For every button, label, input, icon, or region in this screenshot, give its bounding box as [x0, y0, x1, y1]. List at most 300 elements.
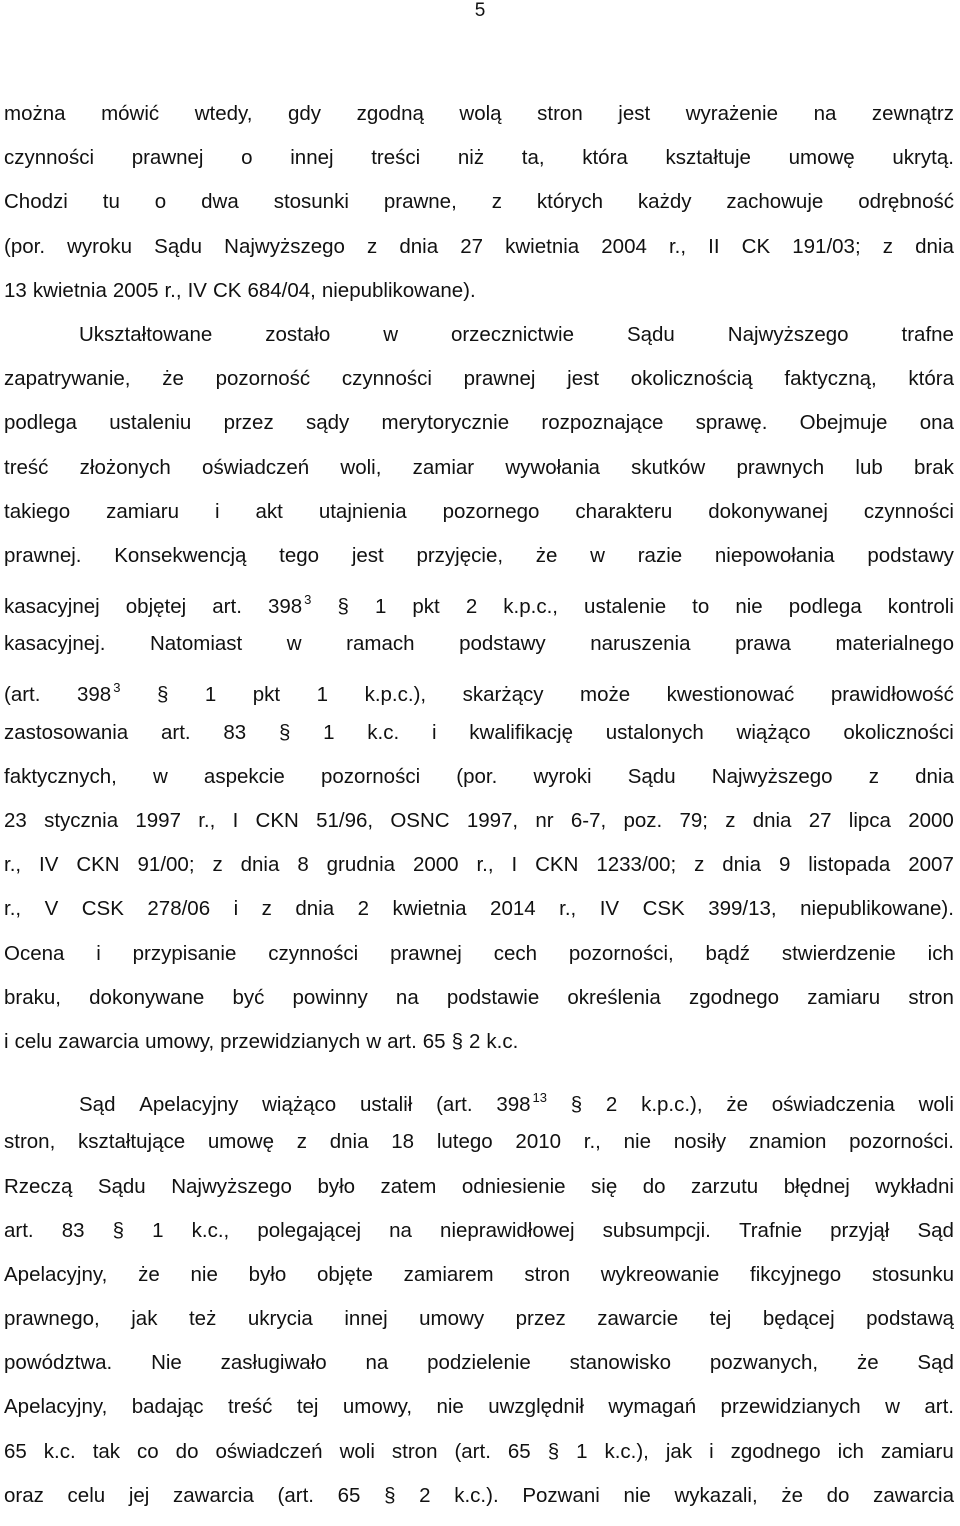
word: umowy, [145, 1029, 215, 1053]
word: ustalenie [584, 595, 667, 619]
word: Nie [151, 1351, 182, 1375]
word: i [709, 1439, 714, 1463]
word: II [708, 234, 720, 258]
word: nie [190, 1262, 218, 1286]
word: kwalifikację [469, 720, 573, 744]
word: może [580, 683, 631, 707]
word: 2 [419, 1483, 431, 1507]
word: naruszenia [590, 632, 691, 656]
word: i [96, 941, 101, 965]
word: brak [913, 455, 954, 479]
word: w [590, 543, 605, 567]
word: stron, [4, 1130, 56, 1154]
word: 1 [152, 1218, 164, 1242]
word: można [4, 102, 66, 125]
text-line [4, 269, 954, 313]
word: IV [39, 853, 59, 877]
word: do [175, 1439, 199, 1463]
word: Najwyższego [727, 322, 849, 346]
word: jak [665, 1439, 693, 1463]
word: 83 [223, 720, 247, 744]
word: 2 [468, 1029, 481, 1053]
text-line [4, 1165, 954, 1209]
word: z [868, 764, 879, 788]
word: rozpoznające [541, 411, 664, 435]
word: polegającej [257, 1218, 362, 1242]
word: z [694, 853, 705, 877]
word: r., [4, 853, 22, 877]
word: w [152, 764, 168, 788]
word: prawnej [131, 146, 204, 170]
word: IV [187, 278, 207, 302]
word: 398 $^{13}$ [496, 1090, 547, 1117]
word: zasługiwało [220, 1351, 327, 1375]
word: cech [493, 941, 538, 965]
word: i [214, 499, 220, 523]
word: wolą [459, 102, 502, 125]
word: zachowuje [726, 190, 824, 214]
word: z [296, 1130, 307, 1154]
word: odniesienie [461, 1174, 566, 1198]
word: pozorności [321, 764, 421, 788]
word: Sądu [627, 764, 676, 788]
word: kształtuje [665, 146, 751, 170]
word: niepublikowane). [321, 278, 476, 302]
word: Trafnie [738, 1218, 802, 1242]
word: dokonywane [89, 985, 205, 1009]
word: przez [223, 411, 274, 435]
word: 65 [507, 1439, 531, 1463]
word: k.c. [43, 1439, 76, 1463]
word: § [156, 683, 169, 707]
word: 27 [808, 809, 832, 832]
word: 1 [204, 683, 217, 707]
word: też [188, 1307, 217, 1331]
word: bądź [705, 941, 751, 965]
word: że [781, 1483, 803, 1507]
word: przyjęcie, [416, 543, 504, 567]
word: IV [599, 897, 620, 921]
word: na [389, 1218, 412, 1242]
word: dokonywanej [708, 499, 828, 523]
word: (por. [456, 764, 498, 788]
word: podstawy [867, 543, 954, 567]
word: ustalił [359, 1093, 413, 1117]
word: wiążąco [262, 1093, 337, 1117]
word: 2 [357, 897, 370, 921]
word: dnia [915, 764, 954, 788]
word: celu [14, 1029, 53, 1053]
word: Najwyższego [224, 234, 345, 258]
word: Sądu [626, 322, 675, 346]
page-number: 5 [474, 0, 486, 21]
word: na [813, 102, 837, 125]
word: § [547, 1439, 560, 1463]
word: mówić [101, 102, 160, 125]
word: z [212, 853, 223, 877]
word: § [337, 595, 349, 619]
word: 398 $^3$ [267, 592, 312, 619]
word: art. [160, 720, 191, 744]
word: na [395, 985, 419, 1009]
word: podzielenie [427, 1351, 531, 1375]
word: wyroku [67, 234, 133, 258]
word: powództwa. [4, 1351, 113, 1375]
word: k.c.), [604, 1439, 649, 1463]
text-line [4, 180, 954, 224]
word: że [162, 367, 184, 391]
word: w [366, 1029, 382, 1053]
text-line [4, 490, 954, 534]
word: o [241, 146, 253, 170]
word: wykreowanie [600, 1262, 720, 1286]
word: charakteru [575, 499, 673, 523]
word: 278/06 [147, 897, 211, 921]
word: nie [735, 595, 763, 619]
word: prawne, [383, 190, 457, 214]
word: lipca [848, 809, 891, 832]
word: zamiarem [403, 1262, 494, 1286]
word: oświadczenia [771, 1093, 895, 1117]
word: przez [515, 1307, 566, 1331]
word: 2 [605, 1093, 618, 1117]
word: 83 [61, 1218, 85, 1242]
text-line [4, 1341, 954, 1385]
word: k.p.c.), [364, 683, 427, 707]
text-line [4, 755, 954, 799]
text-line [4, 534, 954, 578]
word: dnia [915, 234, 954, 258]
word: utajnienia [318, 499, 407, 523]
word: umowę [788, 146, 855, 170]
word: I [511, 853, 518, 877]
word: nie [623, 1130, 651, 1154]
word: nosiły [673, 1130, 727, 1154]
word: zawarcia [58, 1029, 140, 1053]
word: ukrycia [247, 1307, 313, 1331]
word: r., [583, 1130, 601, 1154]
word: podlega [788, 595, 862, 619]
word: to [692, 595, 710, 619]
word: woli [339, 1439, 375, 1463]
word: Pozwani [522, 1483, 600, 1507]
text-line [4, 446, 954, 490]
word: w [286, 632, 302, 656]
word: prawnych [736, 455, 825, 479]
text-line [4, 313, 954, 357]
word: (art. [277, 1483, 314, 1507]
word: poz. [623, 809, 663, 832]
word: zamiaru [106, 499, 179, 523]
word: nie [623, 1483, 651, 1507]
word: ta, [521, 146, 545, 170]
word: r., [164, 278, 182, 302]
word: 23 [4, 809, 27, 832]
word: art. [924, 1395, 954, 1419]
word: 2 [465, 595, 478, 619]
word: trafne [901, 322, 954, 346]
word: ich [837, 1439, 864, 1463]
word: których [536, 190, 603, 214]
word: 399/13, [708, 897, 777, 921]
word: ona [919, 411, 954, 435]
word: pozornego [442, 499, 540, 523]
text-line [4, 1297, 954, 1341]
word: oświadczeń [215, 1439, 323, 1463]
word: Sąd [917, 1351, 954, 1375]
word: z [261, 897, 272, 921]
text-line [4, 887, 954, 931]
word: stwierdzenie [781, 941, 896, 965]
word: przewidzianych [720, 1395, 861, 1419]
word: wyroki [533, 764, 592, 788]
word: zarzutu [690, 1174, 759, 1198]
word: skarżący [462, 683, 544, 707]
word: nr [535, 809, 554, 832]
word: woli [918, 1093, 954, 1117]
superscript: 3 [113, 680, 121, 696]
word: 91/00; [137, 853, 195, 877]
word: innej [344, 1307, 388, 1331]
word: określenia [567, 985, 661, 1009]
word: 191/03; [792, 234, 861, 258]
word: k.p.c., [503, 595, 558, 619]
word: błędnej [783, 1174, 850, 1198]
word: k.c., [191, 1218, 230, 1242]
word: sprawę. [695, 411, 768, 435]
text-line [4, 932, 954, 976]
word: dnia [295, 897, 335, 921]
word: orzecznictwie [450, 322, 574, 346]
word: stron [908, 985, 954, 1009]
word: przypisanie [132, 941, 237, 965]
word: zawarcia [172, 1483, 254, 1507]
word: 2004 [601, 234, 647, 258]
word: 398 $^3$ [76, 680, 121, 707]
word: okolicznością [630, 367, 753, 391]
word: ustaleniu [109, 411, 192, 435]
word: kształtujące [78, 1130, 186, 1154]
word: pozorność [215, 367, 311, 391]
word: tej [296, 1395, 319, 1419]
text-line [4, 1076, 954, 1120]
word: zawarcia [873, 1483, 954, 1507]
word: wiążąco [736, 720, 811, 744]
word: § [451, 1029, 463, 1053]
word: zamiaru [807, 985, 881, 1009]
word: 65 [337, 1483, 361, 1507]
word: z [491, 190, 502, 214]
word: pozorności, [568, 941, 674, 965]
superscript: 3 [304, 592, 312, 608]
word: takiego [4, 499, 71, 523]
text-line [4, 578, 954, 622]
word: niepublikowane). [800, 897, 954, 921]
word: faktyczną, [784, 367, 877, 391]
word: zamiaru [880, 1439, 954, 1463]
word: r., [198, 809, 216, 832]
word: niepowołania [714, 543, 835, 567]
word: kontroli [887, 595, 954, 619]
text-line [4, 843, 954, 887]
word: do [826, 1483, 850, 1507]
word: k.p.c.), [641, 1093, 703, 1117]
word: r., [4, 897, 22, 921]
word: aspekcie [203, 764, 285, 788]
word: (art. [436, 1093, 473, 1117]
word: grudnia [326, 853, 396, 877]
word: stosunku [871, 1262, 954, 1286]
word: jest [351, 543, 384, 567]
word: niż [457, 146, 485, 170]
paragraph-1 [4, 92, 954, 313]
word: i [431, 720, 437, 744]
text-line [4, 799, 954, 843]
word: wymagań [608, 1395, 697, 1419]
text-line [4, 1385, 954, 1429]
word: skutków [631, 455, 706, 479]
word: art. [387, 1029, 417, 1053]
word: 2000 [412, 853, 459, 877]
word: kwietnia [392, 897, 467, 921]
word: § [570, 1093, 583, 1117]
word: § [384, 1483, 396, 1507]
word: (art. [4, 683, 41, 707]
word: czynności [863, 499, 954, 523]
word: i [233, 897, 239, 921]
word: tu [102, 190, 120, 214]
document-body [4, 92, 954, 1518]
word: 2007 [908, 853, 954, 877]
word: Obejmuje [799, 411, 888, 435]
word: i [4, 1029, 9, 1053]
word: każdy [637, 190, 692, 214]
word: Sądu [97, 1174, 146, 1198]
word: że [138, 1262, 160, 1286]
word: faktycznych, [4, 764, 117, 788]
word: merytorycznie [381, 411, 510, 435]
word: treść [227, 1395, 273, 1419]
word: że [726, 1093, 748, 1117]
word: 1 [316, 683, 329, 707]
word: art. [4, 1218, 34, 1242]
word: gdy [288, 102, 322, 125]
word: czynności [341, 367, 432, 391]
word: pozorności. [849, 1130, 954, 1154]
word: oświadczeń [202, 455, 310, 479]
word: 1 [374, 595, 387, 619]
text-line [4, 136, 954, 180]
word: jest [618, 102, 651, 125]
word: zatem [380, 1174, 437, 1198]
word: 2010 [515, 1130, 562, 1154]
word: Apelacyjny [139, 1093, 239, 1117]
word: będącej [762, 1307, 835, 1331]
word: przewidzianych [220, 1029, 361, 1053]
word: prawnej [463, 367, 536, 391]
word: podstawy [459, 632, 546, 656]
word: Ukształtowane [79, 322, 213, 346]
word: art. [212, 595, 242, 619]
word: 2014 [490, 897, 536, 921]
word: (por. [4, 234, 46, 258]
word: prawnego, [4, 1307, 100, 1331]
word: Ocena [4, 941, 65, 965]
text-line [4, 711, 954, 755]
word: sądy [305, 411, 350, 435]
word: CKN [255, 809, 299, 832]
word: zgodnego [730, 1439, 821, 1463]
word: innej [290, 146, 334, 170]
word: CKN [76, 853, 120, 877]
word: 51/96, [316, 809, 374, 832]
word: lutego [436, 1130, 493, 1154]
word: dnia [240, 853, 280, 877]
word: tak [92, 1439, 121, 1463]
word: Konsekwencją [114, 543, 247, 567]
word: CK [741, 234, 771, 258]
text-line [4, 666, 954, 710]
word: zgodną [356, 102, 424, 125]
word: woli, [340, 455, 382, 479]
word: 9 [778, 853, 791, 877]
word: akt [255, 499, 283, 523]
word: stanowisko [569, 1351, 672, 1375]
word: która [908, 367, 954, 391]
word: z [882, 234, 893, 258]
word: k.c.). [454, 1483, 499, 1507]
word: wywołania [505, 455, 600, 479]
word: badając [131, 1395, 204, 1419]
word: r., [476, 853, 494, 877]
word: § [278, 720, 291, 744]
word: prawidłowość [830, 683, 954, 707]
word: nie [436, 1395, 464, 1419]
word: 2005 [112, 278, 159, 302]
word: Najwyższego [711, 764, 833, 788]
word: podstawie [446, 985, 540, 1009]
word: wtedy, [194, 102, 253, 125]
word: r., [668, 234, 687, 258]
word: wykładni [875, 1174, 954, 1198]
word: złożonych [79, 455, 171, 479]
word: 65 [422, 1029, 446, 1053]
word: Natomiast [149, 632, 243, 656]
word: dnia [722, 853, 762, 877]
word: CKN [535, 853, 579, 877]
word: nieprawidłowej [440, 1218, 575, 1242]
word: 79; [679, 809, 708, 832]
word: kasacyjnej. [4, 632, 106, 656]
word: stycznia [44, 809, 119, 832]
word: 1233/00; [596, 853, 677, 877]
text-line [4, 1430, 954, 1474]
word: listopada [808, 853, 891, 877]
word: wykazali, [674, 1483, 758, 1507]
word: zastosowania [4, 720, 129, 744]
word: powinny [292, 985, 368, 1009]
word: I [232, 809, 239, 832]
word: w [885, 1395, 900, 1419]
word: kwietnia [505, 234, 580, 258]
word: prawnej. [4, 543, 82, 567]
word: podstawą [866, 1307, 954, 1331]
word: Sąd [917, 1218, 954, 1242]
word: było [317, 1174, 356, 1198]
word: która [582, 146, 628, 170]
text-line [4, 1253, 954, 1297]
word: dwa [201, 190, 239, 214]
